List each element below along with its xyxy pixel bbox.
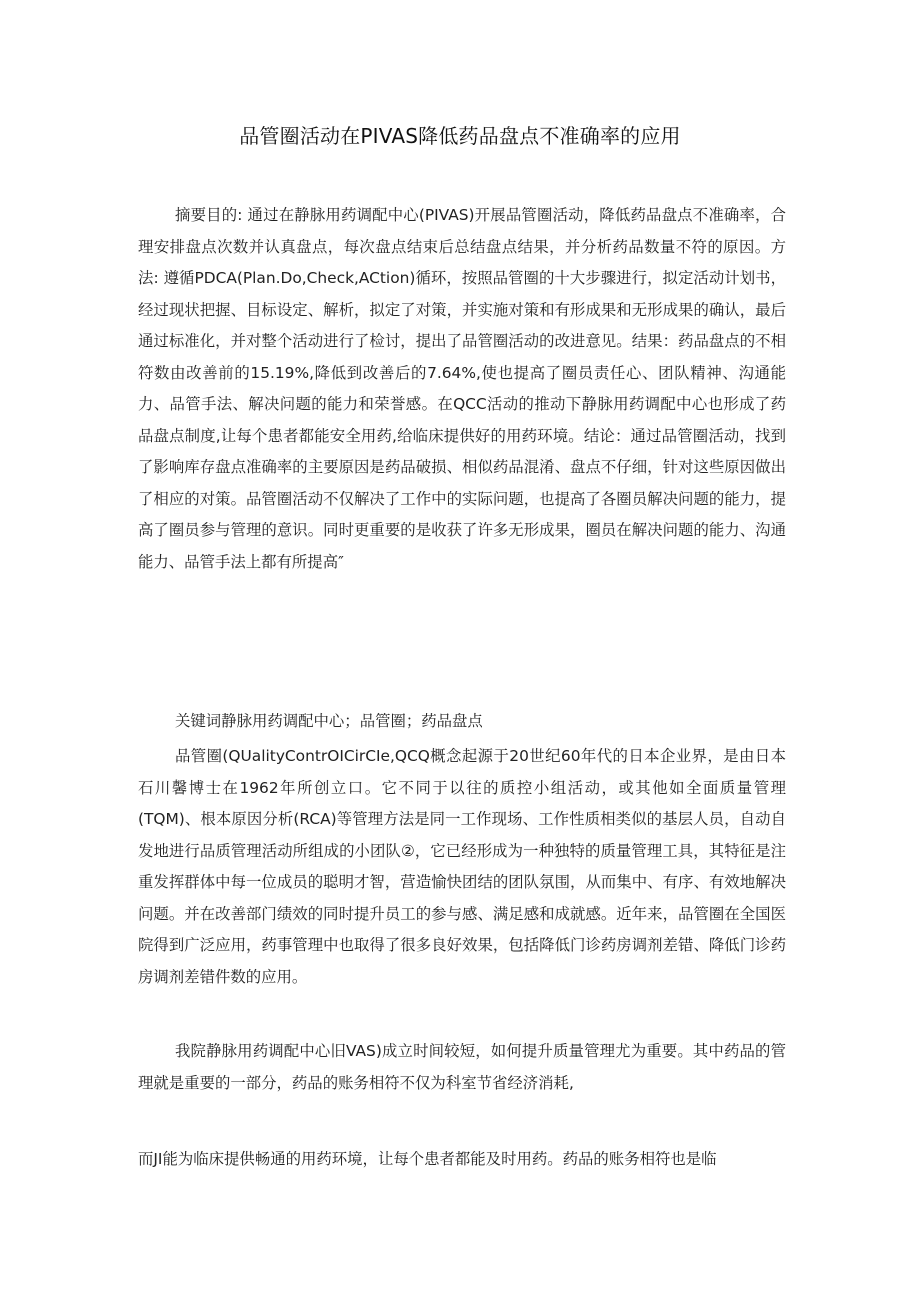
document-title: 品管圈活动在PIVAS降低药品盘点不准确率的应用 — [239, 124, 681, 148]
intro-text: 品管圈(QUalityContrOICirCIe,QCQ概念起源于20世纪60年代的日本企业界，是由日本石川馨博士在1962年所创立口。它不同于以往的质控小组活动，或其他如全面质量管理(TQM)、根本原因分析(RCA)等管理方法是同一工作现场、工作性质相类似的基层人员，自动自发地进行品质管理活动所组成的小团队②，它已经形成为一种独特的质量管理工具，其特征是注重发挥群体中每一位成员的聪明才智，营造愉快团结的团队氛围，从而集中、有序、有效地解决问题。并在改善部门绩效的同时提升员工的参与感、满足感和成就感。近年来，品管圈在全国医院得到广泛应用，药事管理中也取得了很多良好效果，包括降低门诊药房调剂差错、降低门诊药房调剂差错件数的应用。 — [138, 747, 786, 986]
hospital-paragraph — [138, 1036, 786, 1099]
abstract-text: 摘要目的: 通过在静脉用药调配中心(PIVAS)开展品管圈活动，降低药品盘点不准确率，合理安排盘点次数并认真盘点，每次盘点结束后总结盘点结果，并分析药品数量不符的原因。方法: 遵循PDCA(Plan.Do,Check,ACtion)循环，按照品管圈的十大步骤进行，拟定活动计划书，经过现状把握、目标设定、解析，拟定了对策，并实施对策和有形成果和无形成果的确认，最后通过标准化，并对整个活动进行了检讨，提出了品管圈活动的改进意见。结果：药品盘点的不相符数由改善前的15.19%,降低到改善后的7.64%,使也提高了圈员责任心、团队精神、沟通能力、品管手法、解决问题的能力和荣誉感。在QCC活动的推动下静脉用药调配中心也形成了药品盘点制度,让每个患者都能安全用药,给临床提供好的用药环境。结论：通过品管圈活动，找到了影响库存盘点准确率的主要原因是药品破损、相似药品混淆、盘点不仔细，针对这些原因做出了相应的对策。品管圈活动不仅解决了工作中的实际问题，也提高了各圈员解决问题的能力，提高了圈员参与管理的意识。同时更重要的是收获了许多无形成果，圈员在解决问题的能力、沟通能力、品管手法上都有所提高″ — [138, 206, 786, 571]
continued-paragraph — [138, 1144, 786, 1176]
intro-paragraph — [138, 741, 786, 993]
hospital-text: 我院静脉用药调配中心旧VAS)成立时间较短，如何提升质量管理尤为重要。其中药品的管理就是重要的一部分，药品的账务相符不仅为科室节省经济消耗, — [138, 1042, 786, 1092]
continued-text: 而JI能为临床提供畅通的用药环境，让每个患者都能及时用药。药品的账务相符也是临 — [138, 1150, 717, 1168]
keywords-text: 关键词静脉用药调配中心；品管圈；药品盘点 — [175, 712, 483, 730]
abstract-paragraph — [138, 200, 786, 578]
keywords-paragraph — [138, 706, 786, 738]
